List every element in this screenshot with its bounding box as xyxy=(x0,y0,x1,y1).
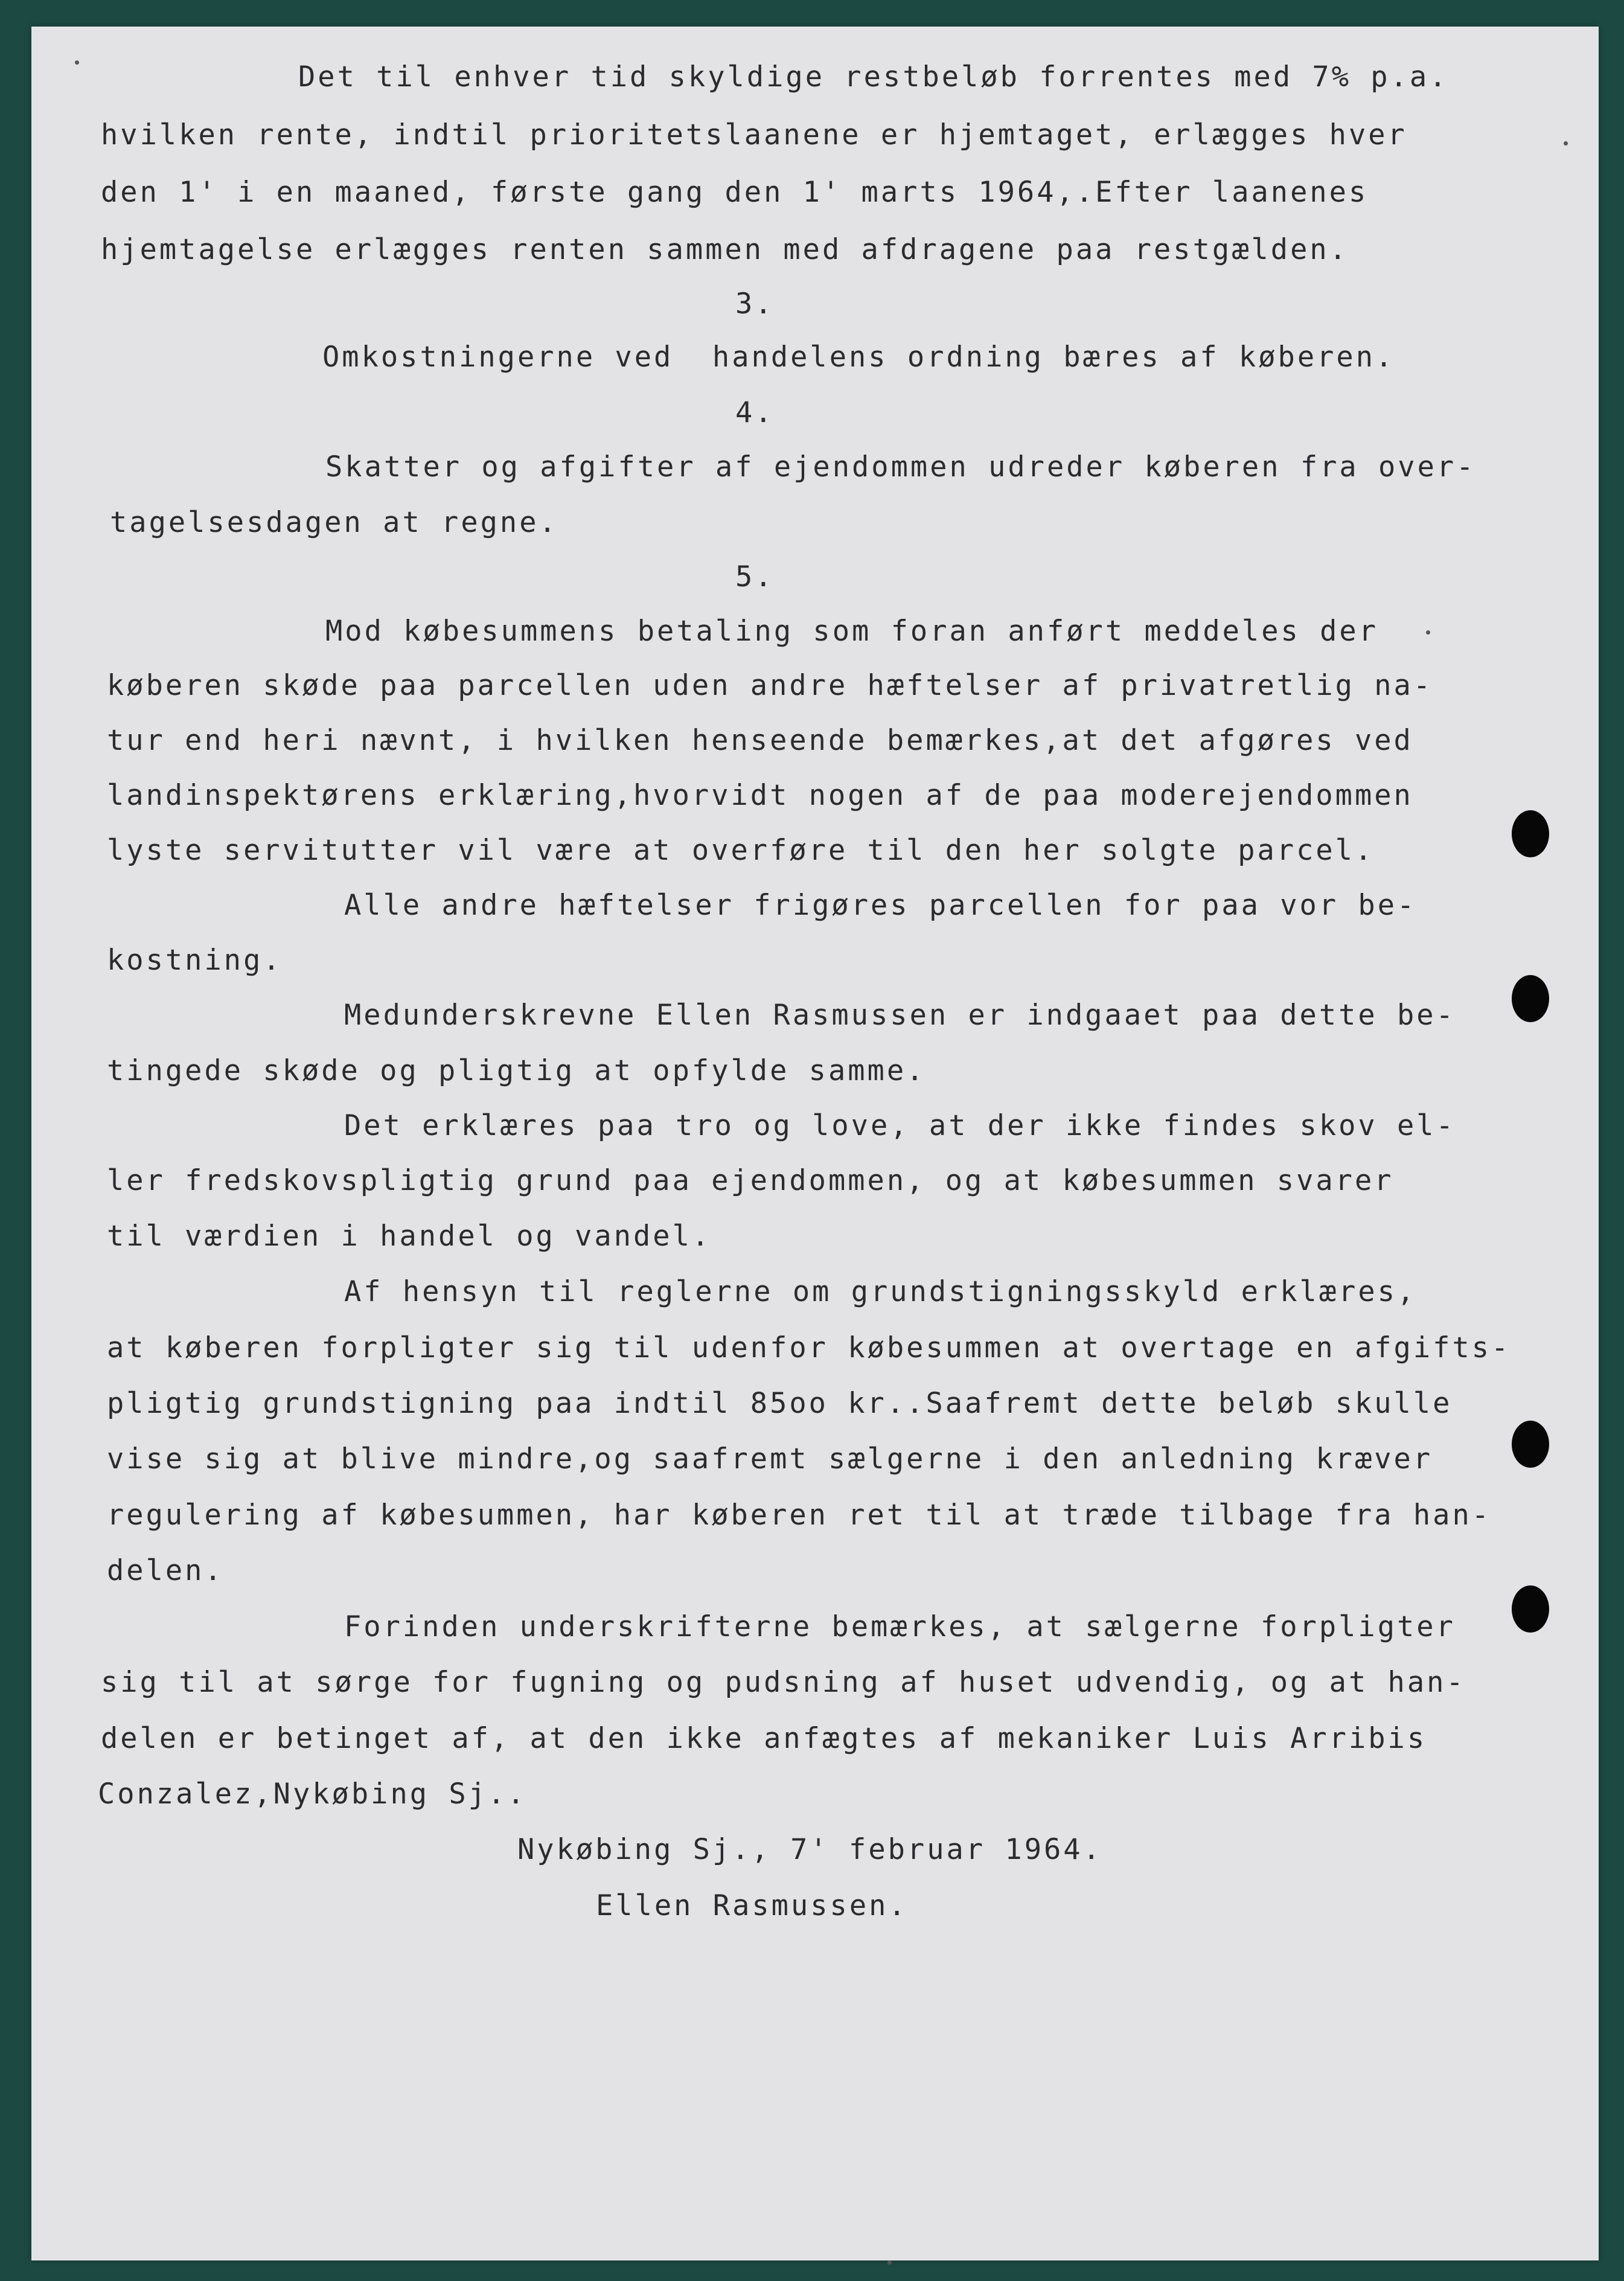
punch-hole xyxy=(1512,1585,1549,1633)
paper-speck xyxy=(75,60,79,65)
text-line: Omkostningerne ved handelens ordning bæres af køberen. xyxy=(322,341,1395,374)
section-number: 3. xyxy=(735,287,775,321)
text-line: kostning. xyxy=(107,944,283,977)
punch-hole xyxy=(1512,975,1549,1022)
text-line: at køberen forpligter sig til udenfor købesummen at overtage en afgifts- xyxy=(107,1331,1511,1364)
text-line: hvilken rente, indtil prioritetslaanene er hjemtaget, erlægges hver xyxy=(101,118,1407,152)
text-line: vise sig at blive mindre,og saafremt sælgerne i den anledning kræver xyxy=(107,1442,1433,1476)
paper-speck xyxy=(1426,630,1430,635)
text-line: delen. xyxy=(107,1554,224,1587)
text-line: tagelsesdagen at regne. xyxy=(110,506,558,539)
text-line: Skatter og afgifter af ejendommen udreder køberen fra over- xyxy=(325,450,1476,484)
text-line: sig til at sørge for fugning og pudsning af huset udvendig, og at han- xyxy=(101,1666,1466,1699)
punch-hole xyxy=(1512,810,1549,857)
text-line: hjemtagelse erlægges renten sammen med afdragene paa restgælden. xyxy=(101,233,1349,266)
signature-line: Ellen Rasmussen. xyxy=(596,1889,908,1922)
text-line: Conzalez,Nykøbing Sj.. xyxy=(98,1777,527,1811)
text-line: Det til enhver tid skyldige restbeløb forrentes med 7% p.a. xyxy=(298,60,1449,94)
document-page xyxy=(31,27,1599,2260)
text-line: regulering af købesummen, har køberen ret til at træde tilbage fra han- xyxy=(107,1499,1492,1532)
text-line: delen er betinget af, at den ikke anfægtes af mekaniker Luis Arribis xyxy=(101,1722,1427,1755)
text-line: Af hensyn til reglerne om grundstigningsskyld erklæres, xyxy=(344,1275,1417,1308)
text-line: ler fredskovspligtig grund paa ejendommen, og at købesummen svarer xyxy=(107,1164,1394,1197)
text-line: Forinden underskrifterne bemærkes, at sælgerne forpligter xyxy=(344,1610,1456,1643)
text-line: landinspektørens erklæring,hvorvidt nogen af de paa moderejendommen xyxy=(107,779,1413,812)
section-number: 4. xyxy=(735,396,775,429)
text-line: køberen skøde paa parcellen uden andre hæftelser af privatretlig na- xyxy=(107,669,1433,702)
text-line: Det erklæres paa tro og love, at der ikke findes skov el- xyxy=(344,1109,1456,1142)
text-line: tur end heri nævnt, i hvilken henseende bemærkes,at det afgøres ved xyxy=(107,724,1413,757)
text-line: den 1' i en maaned, første gang den 1' marts 1964,.Efter laanenes xyxy=(101,176,1369,209)
text-line: til værdien i handel og vandel. xyxy=(107,1220,712,1253)
paper-speck xyxy=(887,2260,892,2265)
paper-speck xyxy=(1564,141,1568,146)
text-line: pligtig grundstigning paa indtil 85oo kr..Saafremt dette beløb skulle xyxy=(107,1387,1453,1420)
section-number: 5. xyxy=(735,560,775,593)
text-line: tingede skøde og pligtig at opfylde samme. xyxy=(107,1054,926,1087)
text-line: lyste servitutter vil være at overføre til den her solgte parcel. xyxy=(107,834,1375,867)
text-line: Medunderskrevne Ellen Rasmussen er indgaaet paa dette be- xyxy=(344,999,1456,1032)
text-line: Alle andre hæftelser frigøres parcellen for paa vor be- xyxy=(344,889,1417,922)
text-line: Mod købesummens betaling som foran anført meddeles der xyxy=(325,615,1379,648)
date-line: Nykøbing Sj., 7' februar 1964. xyxy=(517,1833,1102,1866)
punch-hole xyxy=(1512,1421,1549,1468)
